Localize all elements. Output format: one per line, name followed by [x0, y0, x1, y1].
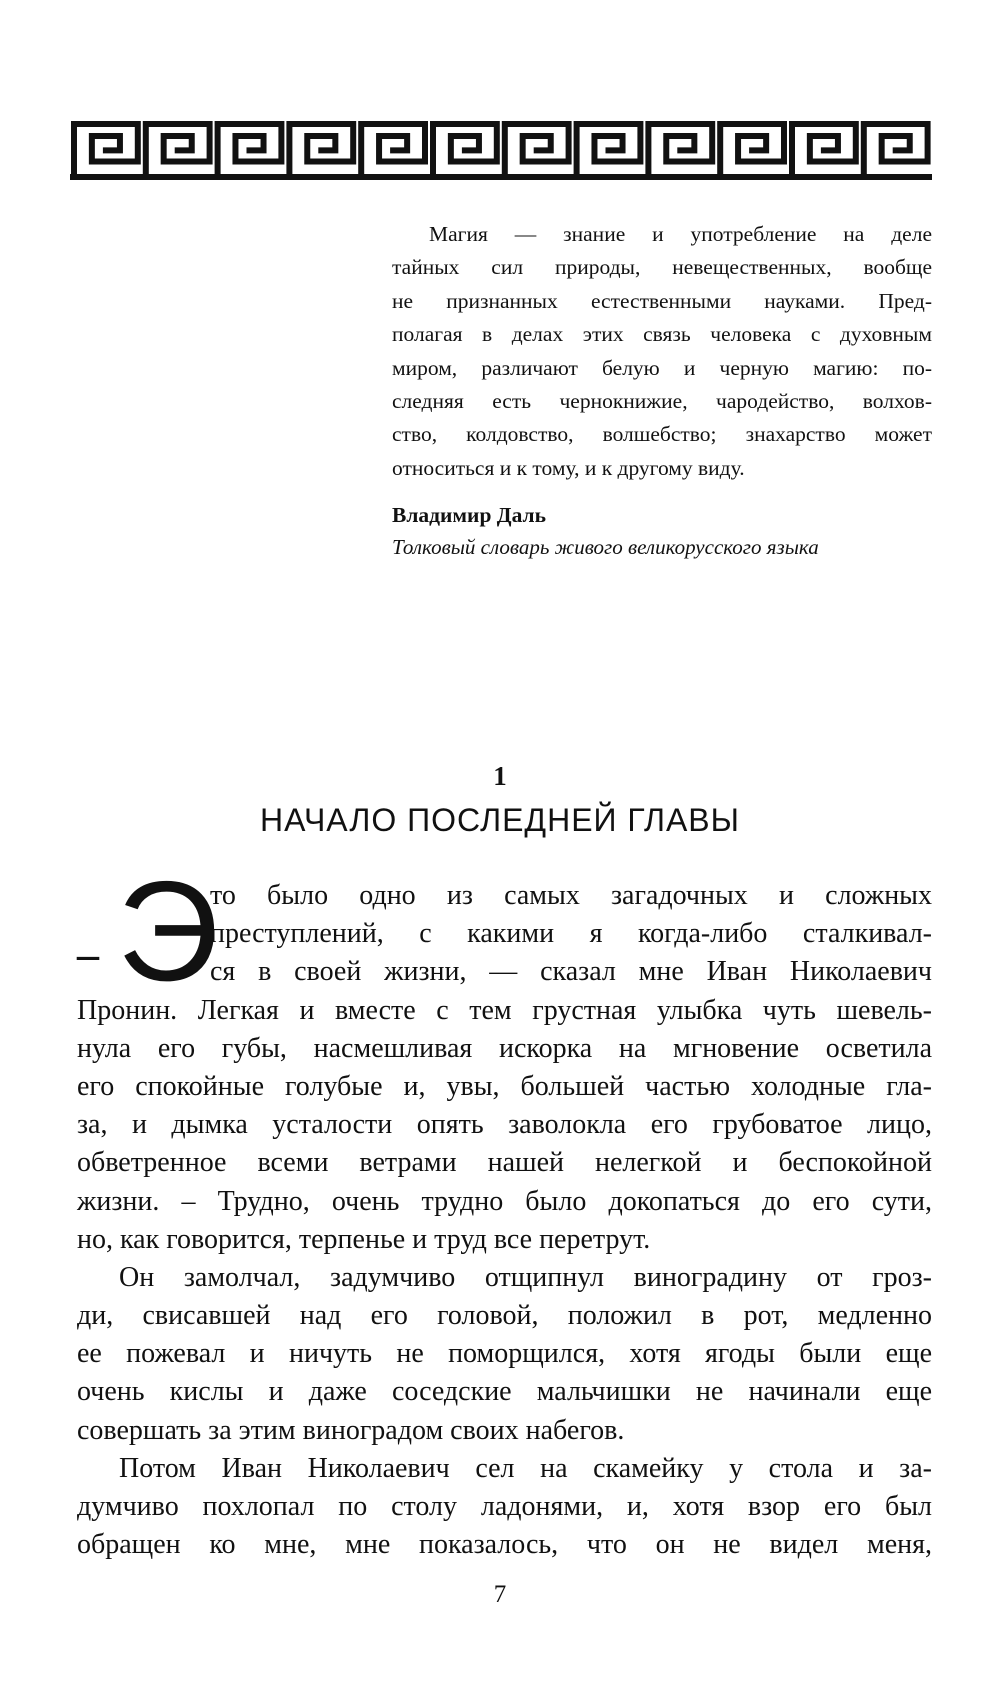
- paragraph: [77, 1450, 932, 1565]
- meander-motif: [433, 124, 497, 172]
- text-line: Пронин. Легкая и вместе с тем грустная улыбка чуть шевель-: [77, 994, 932, 1026]
- text-line: совершать за этим виноградом своих набегов.: [77, 1414, 625, 1446]
- text-line: преступлений, с какими я когда-либо сталкивал-: [210, 918, 932, 950]
- meander-motif: [74, 124, 138, 172]
- text-line: его спокойные голубые и, увы, большей частью холодные гла-: [77, 1070, 932, 1102]
- meander-motif: [289, 124, 353, 172]
- text-line: ее пожевал и ничуть не поморщился, хотя ягоды были еще: [77, 1338, 932, 1370]
- meander-motif: [720, 124, 784, 172]
- epigraph-line: относиться и к тому, и к другому виду.: [392, 455, 745, 480]
- epigraph-line: миром, различают белую и черную магию: по-: [392, 355, 932, 380]
- epigraph-line: ство, колдовство, волшебство; знахарство может: [392, 422, 932, 447]
- epigraph-text: [392, 218, 932, 485]
- epigraph-author: Владимир Даль: [392, 503, 546, 528]
- epigraph: [392, 218, 932, 563]
- meander-motif: [577, 124, 641, 172]
- meander-motif: [218, 124, 282, 172]
- text-line: думчиво похлопал по столу ладонями, и, хотя взор его был: [77, 1491, 932, 1523]
- ornament-baseline: [70, 174, 932, 180]
- text-line: но, как говорится, терпенье и труд все перетрут.: [77, 1223, 651, 1255]
- text-line: Он замолчал, задумчиво отщипнул виноградину от грoз-: [119, 1261, 932, 1293]
- meander-motif: [864, 124, 928, 172]
- chapter-title: НАЧАЛО ПОСЛЕДНЕЙ ГЛАВЫ: [260, 802, 740, 838]
- greek-key-ornament: [70, 120, 932, 180]
- epigraph-line: Магия — знание и употребление на деле: [429, 222, 932, 246]
- paragraph: [77, 992, 932, 1259]
- page-number: 7: [493, 1581, 507, 1608]
- meander-motif: [505, 124, 569, 172]
- meander-motif: [146, 124, 210, 172]
- dialogue-dash: –: [77, 930, 99, 979]
- text-line: обращен ко мне, мне показалось, что он не видел меня,: [77, 1529, 932, 1561]
- epigraph-line: не признанных естественными науками. Пред-: [392, 288, 932, 313]
- text-line: ди, свисавшей над его головой, положил в рот, медленно: [77, 1300, 932, 1332]
- drop-cap: Э: [117, 852, 220, 1011]
- epigraph-line: полагая в делах этих связь человека с духовным: [392, 322, 932, 347]
- text-line: за, и дымка усталости опять заволокла его грубоватое лицо,: [77, 1109, 932, 1141]
- chapter-body: [77, 852, 932, 1564]
- meander-motif: [361, 124, 425, 172]
- drop-cap-lines: [210, 877, 932, 992]
- text-line: обветренное всеми ветрами нашей нелегкой и беспокойной: [77, 1147, 932, 1179]
- epigraph-source: Толковый словарь живого великорусского языка: [392, 535, 819, 560]
- text-line: ся в своей жизни, — сказал мне Иван Николаевич: [210, 956, 932, 988]
- text-line: жизни. – Трудно, очень трудно было докопаться до его сути,: [77, 1185, 932, 1217]
- chapter-number: 1: [493, 761, 507, 791]
- ornament-graphic: [70, 120, 932, 180]
- text-line: очень кислы и даже соседские мальчишки не начинали еще: [77, 1376, 932, 1408]
- text-line: нула его губы, насмешливая искорка на мгновение осветила: [77, 1032, 932, 1064]
- meander-motif: [792, 124, 856, 172]
- text-line: Потом Иван Николаевич сел на скамейку у стола и за-: [119, 1452, 932, 1484]
- meander-motif: [648, 124, 712, 172]
- epigraph-line: тайных сил природы, невещественных, вообще: [392, 255, 932, 280]
- paragraph: [77, 1259, 932, 1450]
- text-line: то было одно из самых загадочных и сложных: [210, 880, 932, 911]
- epigraph-line: следняя есть чернокнижие, чародейство, волхов-: [392, 388, 932, 413]
